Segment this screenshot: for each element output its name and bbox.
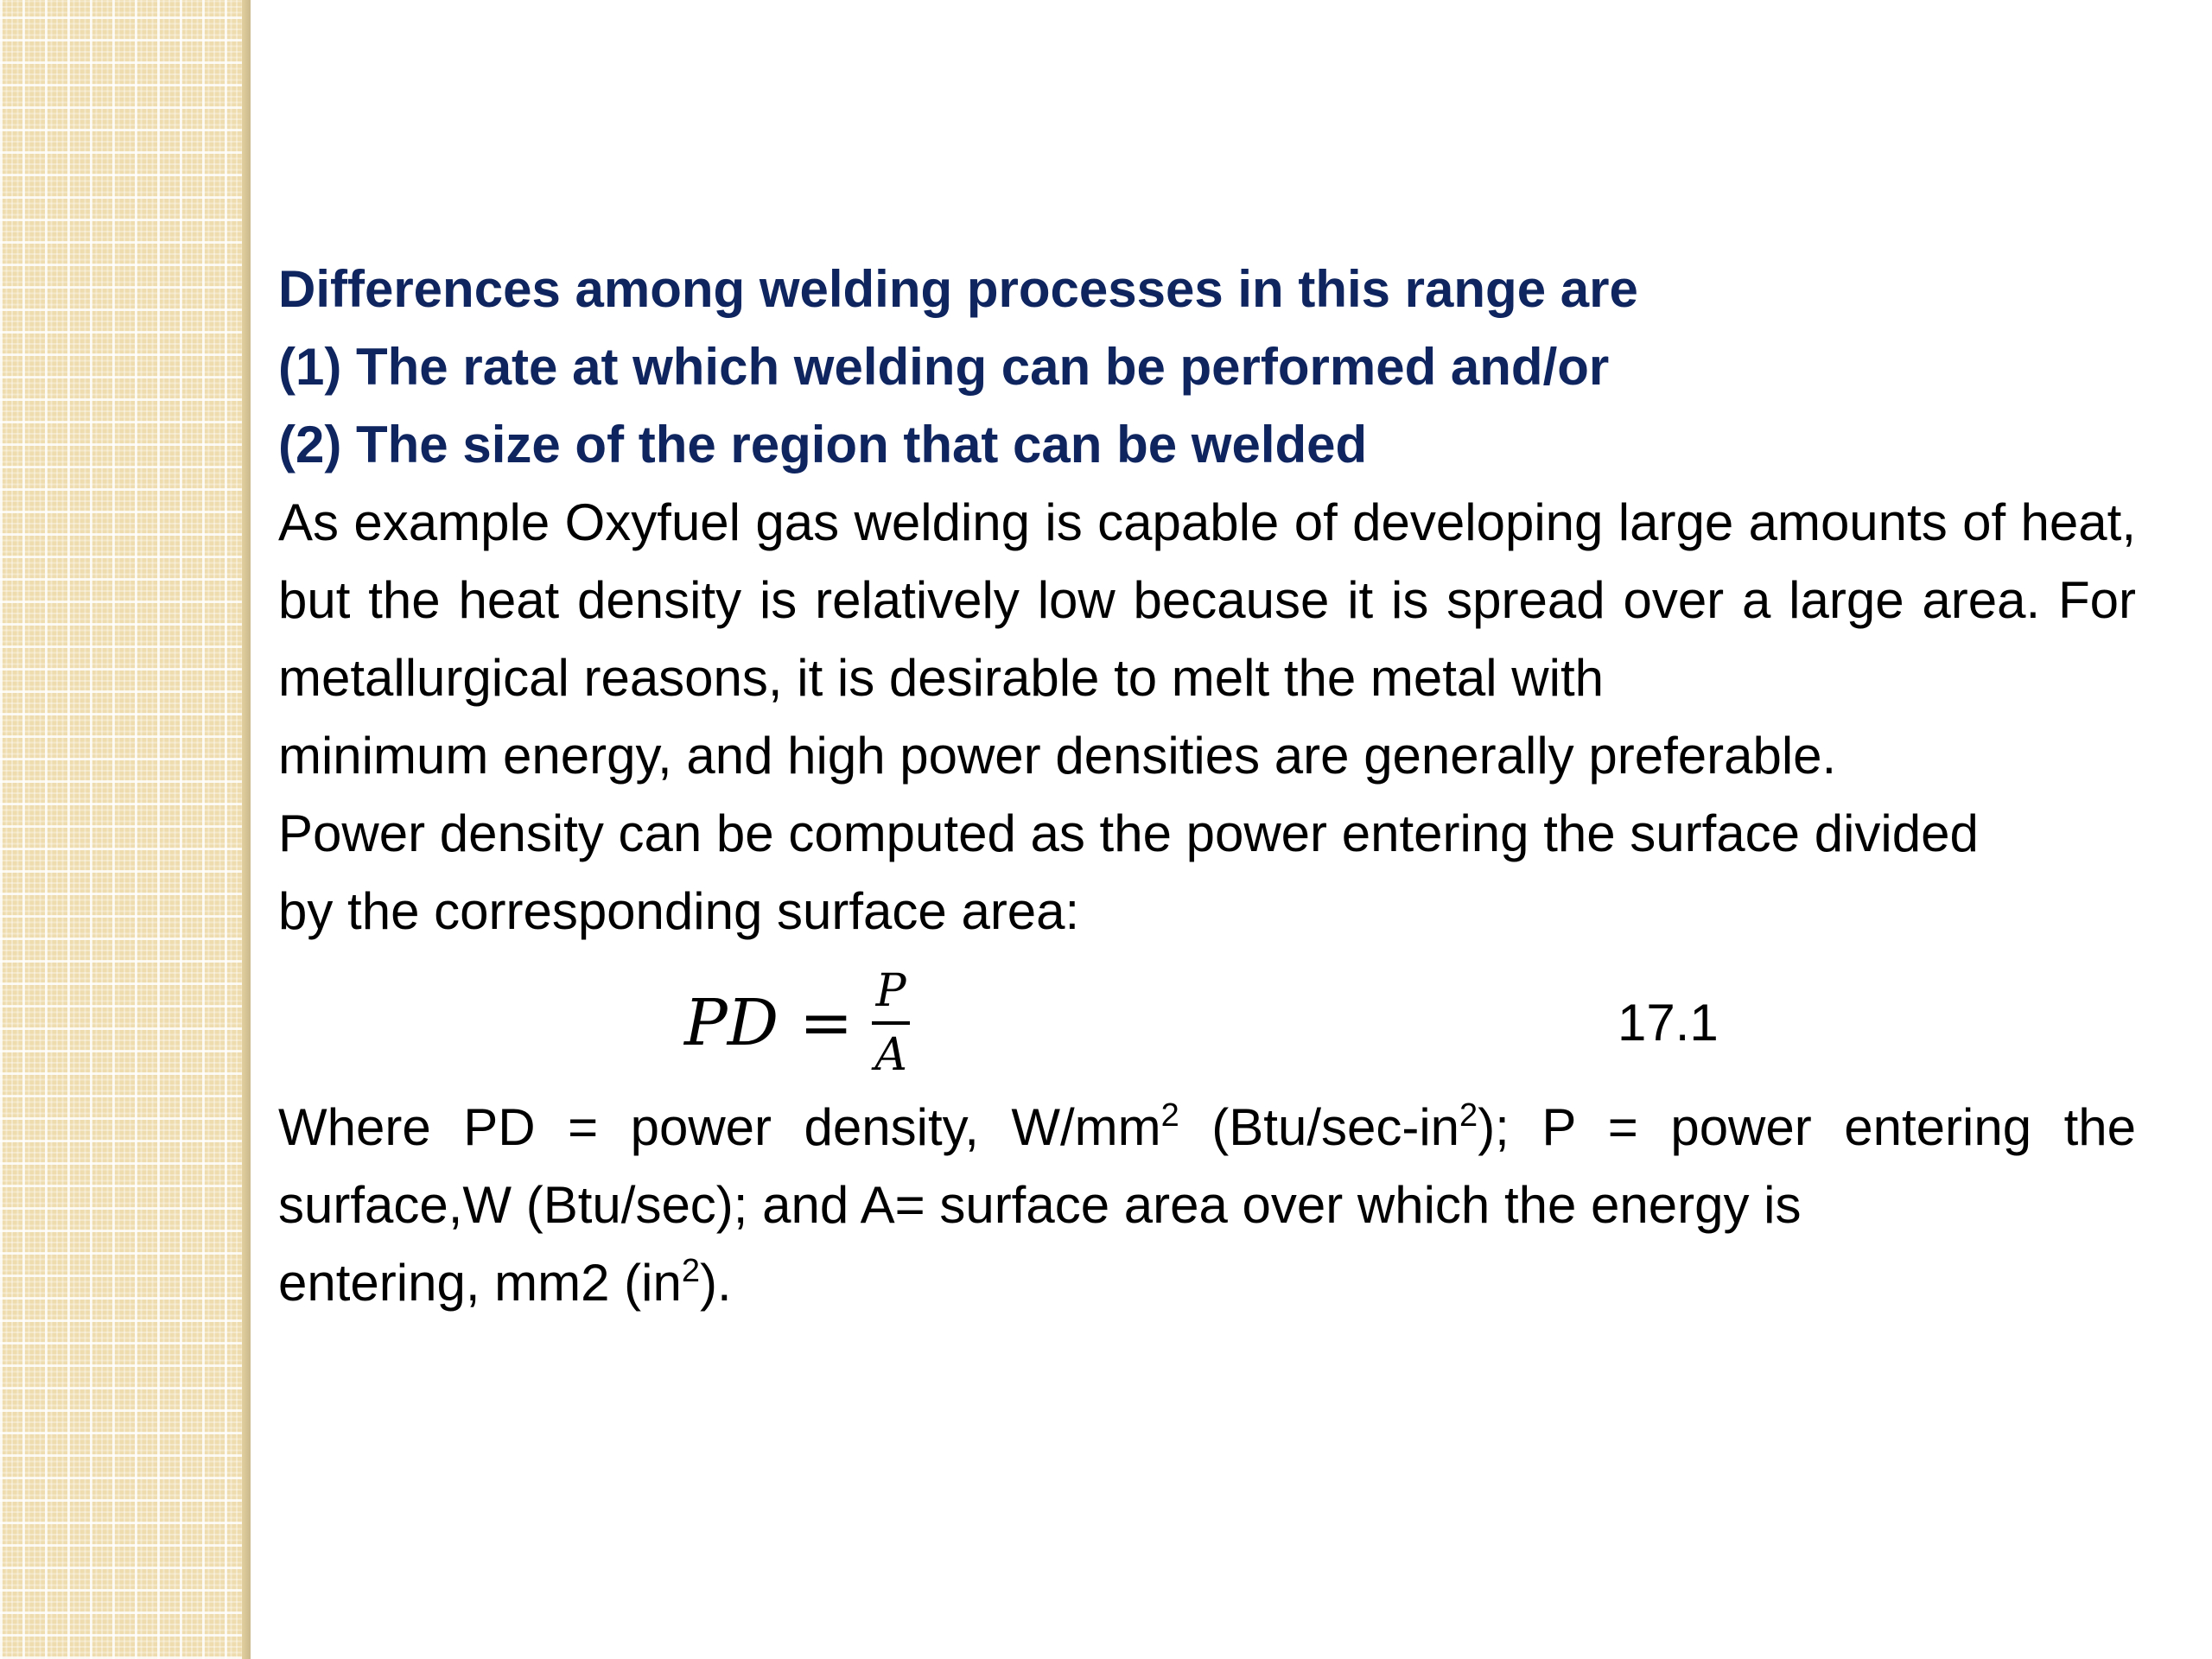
power-density-paragraph-last-line: by the corresponding surface area: (278, 882, 1080, 940)
equation-lhs: PD (684, 986, 779, 1060)
where-part-3: ); P = power entering the surface,W (Btu/sec); and A= surface area over which the energy is (278, 1098, 2136, 1234)
where-sup-1: 2 (1160, 1097, 1179, 1134)
equation-equals: = (799, 986, 854, 1060)
where-sup-2: 2 (1459, 1097, 1478, 1134)
heading-line-3: (2) The size of the region that can be welded (278, 416, 1368, 474)
side-band-edge (242, 0, 251, 1659)
where-last-part-1: entering, mm2 (in (278, 1254, 682, 1312)
equation-denominator: A (874, 1029, 907, 1081)
equation-fraction (872, 964, 910, 1082)
equation-numerator: P (875, 965, 906, 1017)
decorative-side-band (0, 0, 251, 1659)
example-paragraph (278, 484, 2136, 795)
where-last-line (278, 1244, 2136, 1322)
example-paragraph-main: As example Oxyfuel gas welding is capable of developing large amounts of heat, but the heat density is relatively low because it is spread over a large area. For metallurgical reasons, it is desirable to melt the metal with (278, 493, 2136, 707)
equation-body (684, 954, 910, 1092)
where-last-part-2: ). (700, 1254, 732, 1312)
heading-line-2: (1) The rate at which welding can be performed and/or (278, 338, 1610, 396)
equation-number: 17.1 (1618, 994, 1719, 1052)
power-density-paragraph (278, 795, 2136, 950)
power-density-equation (278, 954, 2136, 1092)
where-sup-3: 2 (681, 1253, 700, 1289)
power-density-paragraph-main: Power density can be computed as the power entering the surface divided (278, 804, 1979, 862)
where-paragraph (278, 1089, 2136, 1322)
where-part-1: Where PD = power density, W/mm (278, 1098, 1161, 1156)
fraction-bar (872, 1021, 910, 1025)
where-part-2: (Btu/sec-in (1179, 1098, 1460, 1156)
example-paragraph-last-line: minimum energy, and high power densities are generally preferable. (278, 727, 1837, 785)
heading-line-1: Differences among welding processes in this range are (278, 260, 1638, 318)
slide-content (278, 251, 2136, 1322)
